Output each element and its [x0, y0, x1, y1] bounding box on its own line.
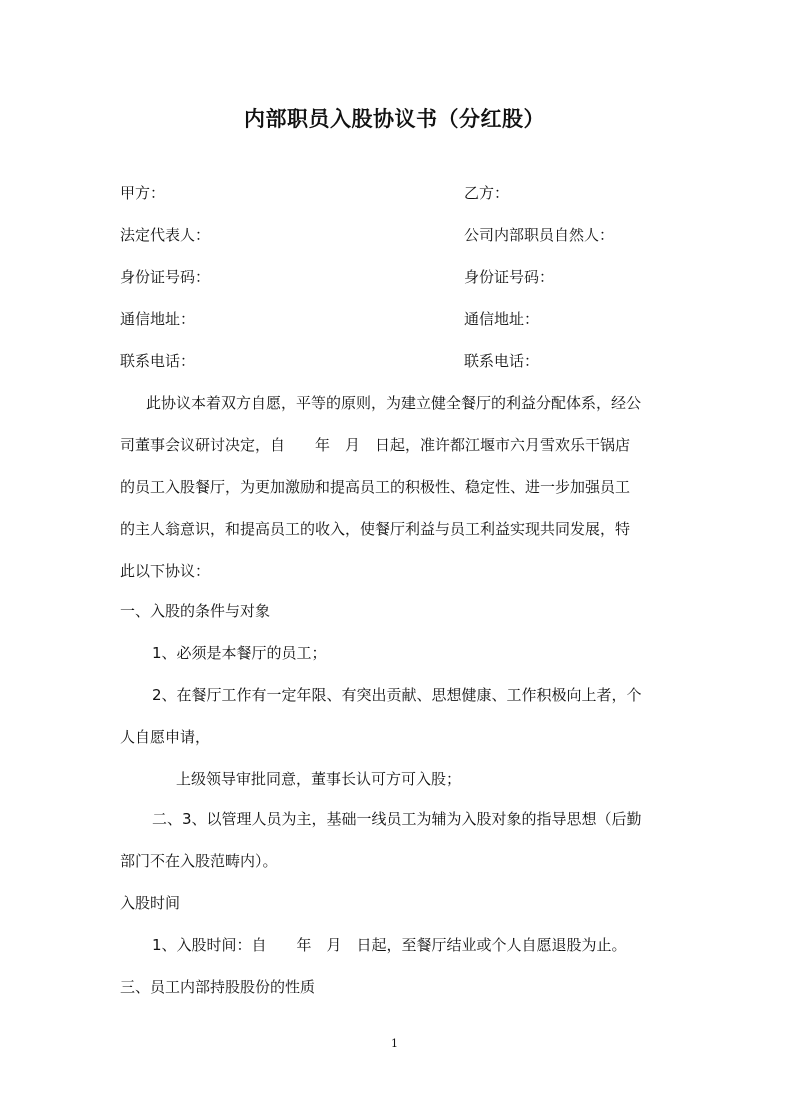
intro-line: 的主人翁意识，和提高员工的收入，使餐厅利益与员工利益实现共同发展，特	[120, 520, 631, 538]
document-title: 内部职员入股协议书（分红股）	[244, 106, 545, 131]
clause-item: 人自愿申请，	[120, 728, 211, 746]
clause-item: 1、入股时间：自 年 月 日起，至餐厅结业或个人自愿退股为止。	[152, 936, 627, 954]
section-heading: 三、员工内部持股股份的性质	[120, 978, 316, 996]
party-b-id: 身份证号码：	[464, 268, 555, 286]
party-a-representative: 法定代表人：	[120, 226, 211, 244]
intro-line: 此以下协议：	[120, 562, 211, 580]
section-heading: 一、入股的条件与对象	[120, 602, 271, 620]
party-b-address: 通信地址：	[464, 310, 540, 328]
party-b-person: 公司内部职员自然人：	[464, 226, 615, 244]
page-number: 1	[391, 1037, 398, 1050]
intro-line: 此协议本着双方自愿，平等的原则，为建立健全餐厅的利益分配体系，经公	[146, 394, 642, 412]
clause-item: 部门不在入股范畴内）。	[120, 852, 278, 870]
party-b-phone: 联系电话：	[464, 352, 540, 370]
party-a-address: 通信地址：	[120, 310, 196, 328]
clause-item: 二、3、以管理人员为主，基础一线员工为辅为入股对象的指导思想（后勤	[152, 810, 642, 828]
party-a-label: 甲方：	[120, 184, 166, 202]
clause-item: 2、在餐厅工作有一定年限、有突出贡献、思想健康、工作积极向上者，个	[152, 686, 642, 704]
party-a-id: 身份证号码：	[120, 268, 211, 286]
clause-item: 上级领导审批同意，董事长认可方可入股；	[176, 770, 462, 788]
party-a-phone: 联系电话：	[120, 352, 196, 370]
intro-line: 司董事会议研讨决定，自 年 月 日起，准许都江堰市六月雪欢乐干锅店	[120, 436, 631, 454]
party-b-label: 乙方：	[464, 184, 510, 202]
clause-item: 1、必须是本餐厅的员工；	[152, 644, 327, 662]
section-heading: 入股时间	[120, 894, 181, 912]
intro-line: 的员工入股餐厅，为更加激励和提高员工的积极性、稳定性、进一步加强员工	[120, 478, 631, 496]
